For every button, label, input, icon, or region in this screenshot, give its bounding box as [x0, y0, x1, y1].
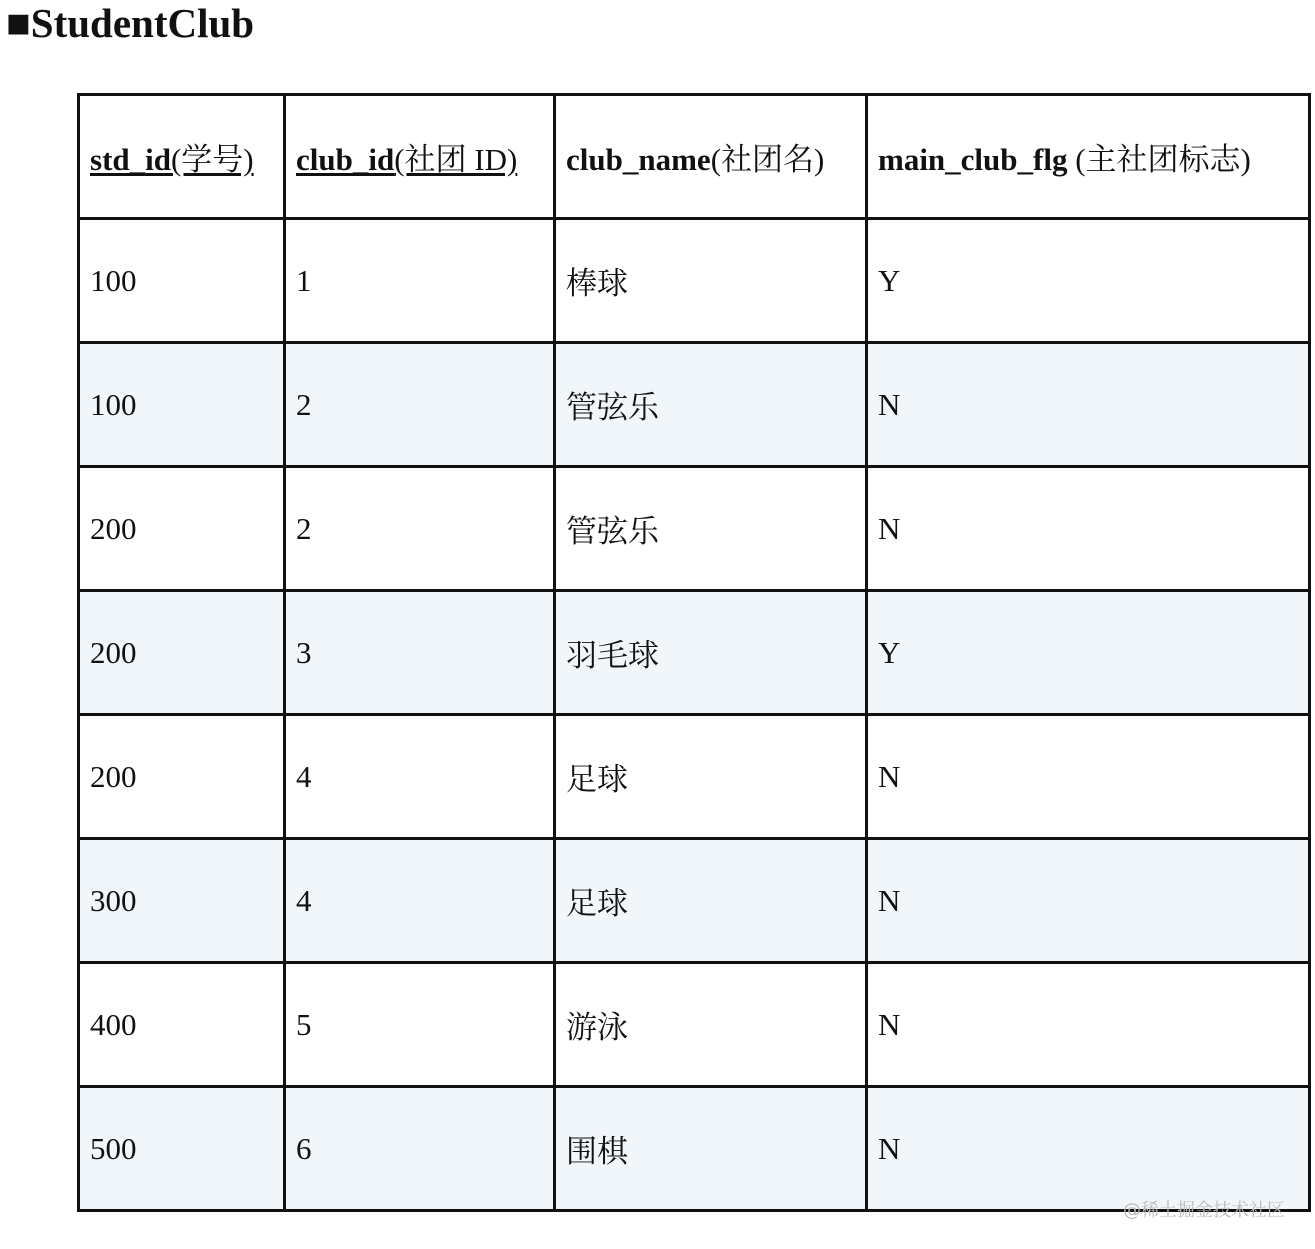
cell-std-id: 100: [79, 219, 285, 343]
header-club-id-note: (社团 ID): [394, 142, 518, 177]
cell-std-id: 400: [79, 963, 285, 1087]
cell-main-club-flg: N: [867, 839, 1310, 963]
table-row: [79, 839, 1310, 963]
cell-std-id: 200: [79, 467, 285, 591]
cell-club-name: 管弦乐: [555, 467, 867, 591]
cell-club-id: 6: [285, 1087, 555, 1211]
cell-main-club-flg: N: [867, 715, 1310, 839]
table-row: [79, 343, 1310, 467]
cell-club-name: 足球: [555, 839, 867, 963]
header-std-id: [79, 95, 285, 219]
header-main-club-flg-name: main_club_flg: [878, 142, 1068, 177]
cell-club-id: 2: [285, 343, 555, 467]
header-club-name-note: (社团名): [710, 142, 825, 177]
cell-club-id: 2: [285, 467, 555, 591]
table-row: [79, 1087, 1310, 1211]
header-main-club-flg-note: (主社团标志): [1067, 142, 1251, 177]
cell-main-club-flg: N: [867, 343, 1310, 467]
header-club-name: [555, 95, 867, 219]
header-std-id-note: (学号): [170, 142, 254, 177]
cell-club-id: 5: [285, 963, 555, 1087]
table-row: [79, 467, 1310, 591]
header-std-id-name: std_id: [90, 142, 171, 177]
cell-main-club-flg: Y: [867, 219, 1310, 343]
student-club-table: [77, 93, 1311, 1212]
cell-club-name: 羽毛球: [555, 591, 867, 715]
table-row: [79, 963, 1310, 1087]
cell-std-id: 200: [79, 591, 285, 715]
cell-club-id: 4: [285, 715, 555, 839]
cell-club-id: 3: [285, 591, 555, 715]
cell-main-club-flg: N: [867, 467, 1310, 591]
watermark: @稀土掘金技术社区: [1123, 1200, 1285, 1221]
table-row: [79, 715, 1310, 839]
cell-club-name: 围棋: [555, 1087, 867, 1211]
cell-main-club-flg: Y: [867, 591, 1310, 715]
cell-std-id: 100: [79, 343, 285, 467]
cell-club-name: 游泳: [555, 963, 867, 1087]
cell-main-club-flg: N: [867, 1087, 1310, 1211]
table-row: [79, 219, 1310, 343]
table-row: [79, 591, 1310, 715]
header-club-id: [285, 95, 555, 219]
header-main-club-flg: [867, 95, 1310, 219]
table-header-row: [79, 95, 1310, 219]
cell-club-id: 1: [285, 219, 555, 343]
cell-club-name: 足球: [555, 715, 867, 839]
header-club-id-name: club_id: [296, 142, 395, 177]
cell-std-id: 500: [79, 1087, 285, 1211]
cell-club-id: 4: [285, 839, 555, 963]
cell-std-id: 200: [79, 715, 285, 839]
cell-club-name: 管弦乐: [555, 343, 867, 467]
page-title: ■StudentClub: [6, 0, 255, 46]
cell-std-id: 300: [79, 839, 285, 963]
header-club-name-name: club_name: [566, 142, 711, 177]
cell-main-club-flg: N: [867, 963, 1310, 1087]
cell-club-name: 棒球: [555, 219, 867, 343]
